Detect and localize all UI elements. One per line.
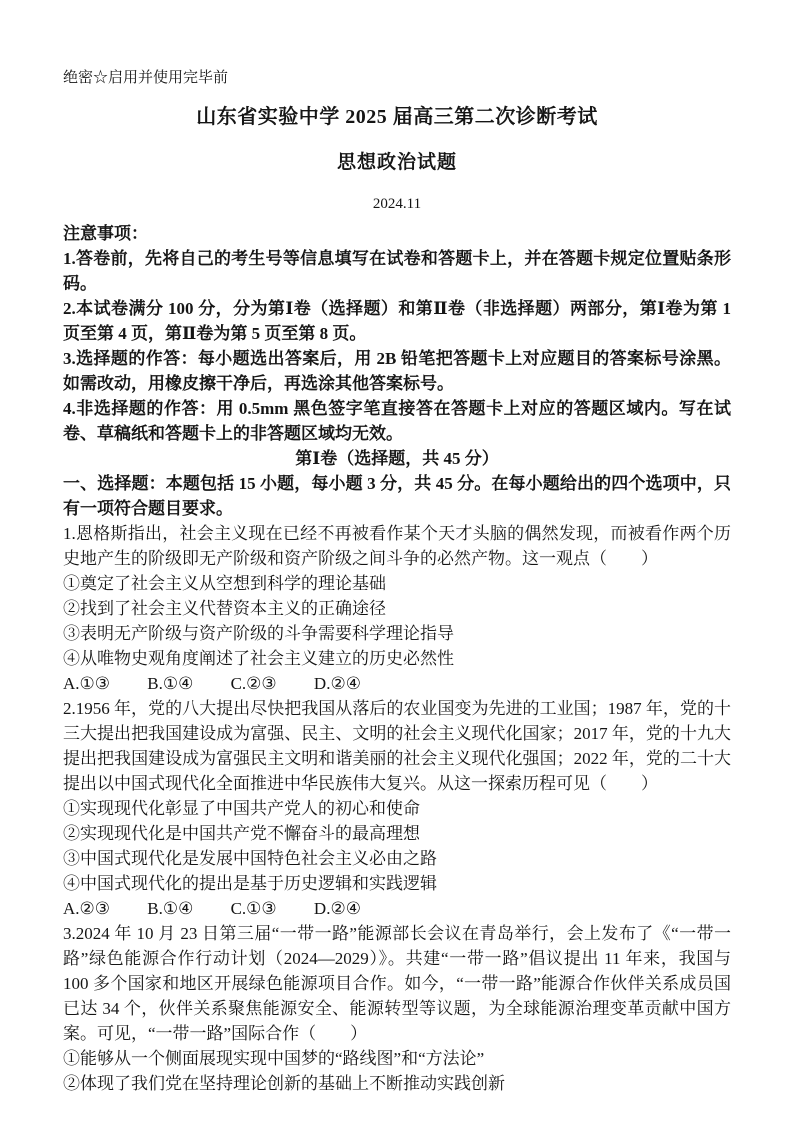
question-1-choice-d: D.②④ xyxy=(313,674,361,693)
question-1-option-1: ①奠定了社会主义从空想到科学的理论基础 xyxy=(63,574,386,593)
question-2-option-4: ④中国式现代化的提出是基于历史逻辑和实践逻辑 xyxy=(63,874,437,893)
notice-item-2: 2.本试卷满分 100 分，分为第Ⅰ卷（选择题）和第Ⅱ卷（非选择题）两部分，第Ⅰ卷为第 1 页至第 4 页，第Ⅱ卷为第 5 页至第 8 页。 xyxy=(63,299,731,343)
question-2-option-3: ③中国式现代化是发展中国特色社会主义必由之路 xyxy=(63,849,437,868)
question-2-choices xyxy=(63,896,731,921)
question-2 xyxy=(63,696,731,921)
question-2-choice-a: A.②③ xyxy=(63,899,111,918)
section-1-header: 第Ⅰ卷（选择题，共 45 分） xyxy=(295,449,499,468)
question-2-choice-b: B.①④ xyxy=(147,899,194,918)
question-3-stem: 3.2024 年 10 月 23 日第三届“一带一路”能源部长会议在青岛举行，会上发布了《“一带一路”绿色能源合作行动计划（2024—2029）》。共建“一带一路”倡议提出 11 年来，我国与 100 多个国家和地区开展绿色能源项目合作。如今，“一带一路”能源合作伙伴关系成员国已达 34 个，伙伴关系聚焦能源安全、能源转型等议题，为全球能源治理变革贡献中国方案。可见，“一带一路”国际合作（ ） xyxy=(63,924,731,1043)
notice-item-1: 1.答卷前，先将自己的考生号等信息填写在试卷和答题卡上，并在答题卡规定位置贴条形码。 xyxy=(63,249,731,293)
question-1-option-4: ④从唯物史观角度阐述了社会主义建立的历史必然性 xyxy=(63,649,454,668)
question-1-choice-b: B.①④ xyxy=(147,674,194,693)
exam-subject-title: 思想政治试题 xyxy=(336,152,457,173)
notice-item-3: 3.选择题的作答：每小题选出答案后，用 2B 铅笔把答题卡上对应题目的答案标号涂黑。如需改动，用橡皮擦干净后，再选涂其他答案标号。 xyxy=(63,349,731,393)
question-1-option-3: ③表明无产阶级与资产阶级的斗争需要科学理论指导 xyxy=(63,624,454,643)
question-2-choice-d: D.②④ xyxy=(313,899,361,918)
exam-date: 2024.11 xyxy=(372,196,422,212)
question-2-choice-c: C.①③ xyxy=(230,899,277,918)
notice-block xyxy=(63,221,731,446)
question-2-stem: 2.1956 年，党的八大提出尽快把我国从落后的农业国变为先进的工业国；1987 年，党的十三大提出把我国建设成为富强、民主、文明的社会主义现代化国家；2017 年，党的十九大提出把我国建设成为富强民主文明和谐美丽的社会主义现代化强国；2022 年，党的二十大提出以中国式现代化全面推进中华民族伟大复兴。从这一探索历程可见（ ） xyxy=(63,699,731,793)
question-3-option-1: ①能够从一个侧面展现实现中国梦的“路线图”和“方法论” xyxy=(63,1049,485,1068)
question-1 xyxy=(63,521,731,696)
section-1-instructions: 一、选择题：本题包括 15 小题，每小题 3 分，共 45 分。在每小题给出的四个选项中，只有一项符合题目要求。 xyxy=(63,474,731,518)
notice-item-4: 4.非选择题的作答：用 0.5mm 黑色签字笔直接答在答题卡上对应的答题区域内。写在试卷、草稿纸和答题卡上的非答题区域均无效。 xyxy=(63,399,731,443)
question-1-choices xyxy=(63,671,731,696)
security-classification-notice: 绝密☆启用并使用完毕前 xyxy=(63,70,229,86)
question-1-choice-a: A.①③ xyxy=(63,674,111,693)
exam-title: 山东省实验中学 2025 届高三第二次诊断考试 xyxy=(196,106,598,128)
question-3 xyxy=(63,921,731,1096)
notice-heading: 注意事项： xyxy=(63,224,148,243)
question-1-choice-c: C.②③ xyxy=(230,674,277,693)
question-1-stem: 1.恩格斯指出，社会主义现在已经不再被看作某个天才头脑的偶然发现，而被看作两个历史地产生的阶级即无产阶级和资产阶级之间斗争的必然产物。这一观点（ ） xyxy=(63,524,731,568)
question-2-option-1: ①实现现代化彰显了中国共产党人的初心和使命 xyxy=(63,799,420,818)
question-2-option-2: ②实现现代化是中国共产党不懈奋斗的最高理想 xyxy=(63,824,420,843)
question-3-option-2: ②体现了我们党在坚持理论创新的基础上不断推动实践创新 xyxy=(63,1074,505,1093)
question-1-option-2: ②找到了社会主义代替资本主义的正确途径 xyxy=(63,599,386,618)
